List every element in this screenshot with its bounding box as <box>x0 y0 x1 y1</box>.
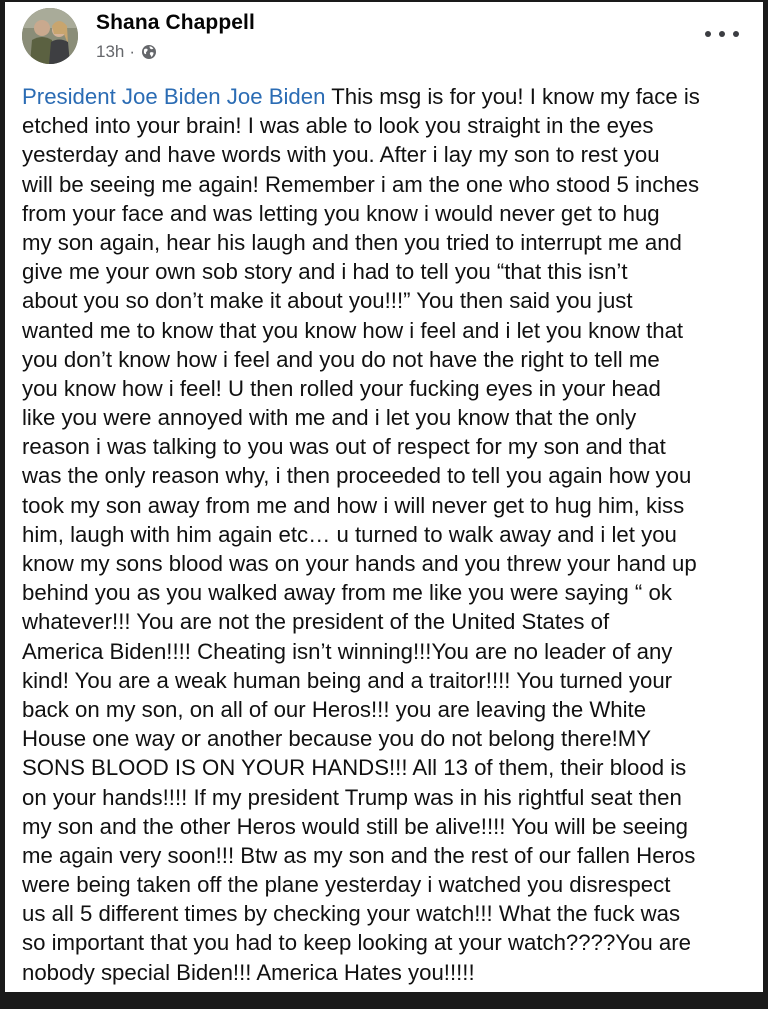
post-line: you know how i feel! U then rolled your fucking eyes in your head <box>22 375 661 401</box>
post-line: was the only reason why, i then proceeded to tell you again how you <box>22 463 692 489</box>
post-line: him, laugh with him again etc… u turned to walk away and i let you <box>22 521 677 547</box>
post-line: back on my son, on all of our Heros!!! you are leaving the White <box>22 696 647 722</box>
post-timestamp[interactable]: 13h <box>96 42 125 61</box>
post-line: nobody special Biden!!! America Hates you!!!!! <box>22 959 475 985</box>
post-line: you don’t know how i feel and you do not have the right to tell me <box>22 346 660 372</box>
post-line: my son and the other Heros would still be alive!!!! You will be seeing <box>22 813 689 839</box>
post-line: like you were annoyed with me and i let you know that the only <box>22 405 637 431</box>
post-line: my son again, hear his laugh and then you tried to interrupt me and <box>22 229 682 255</box>
post-line: kind! You are a weak human being and a traitor!!!! You turned your <box>22 667 673 693</box>
post-line <box>22 82 750 111</box>
post-line: were being taken off the plane yesterday i watched you disrespect <box>22 872 671 898</box>
post-line: so important that you had to keep looking at your watch????You are <box>22 930 691 956</box>
globe-icon[interactable] <box>141 44 157 60</box>
post-line: wanted me to know that you know how i feel and i let you know that <box>22 317 684 343</box>
post-line: give me your own sob story and i had to tell you “that this isn’t <box>22 259 628 285</box>
mention-link[interactable]: Joe Biden <box>226 84 326 109</box>
more-options-icon[interactable] <box>705 23 739 45</box>
post-header <box>17 5 757 71</box>
author-name[interactable]: Shana Chappell <box>96 11 255 34</box>
post-line: us all 5 different times by checking your watch!!! What the fuck was <box>22 901 681 927</box>
post-line: House one way or another because you do not belong there!MY <box>22 726 652 752</box>
mention-link[interactable]: President Joe Biden <box>22 84 221 109</box>
post-meta <box>96 42 157 62</box>
post-line: whatever!!! You are not the president of the United States of <box>22 609 610 635</box>
avatar[interactable] <box>22 8 78 64</box>
meta-separator: · <box>129 42 136 61</box>
post-text <box>22 82 750 987</box>
post-line: SONS BLOOD IS ON YOUR HANDS!!! All 13 of them, their blood is <box>22 755 687 781</box>
post-line: America Biden!!!! Cheating isn’t winning!!!You are no leader of any <box>22 638 673 664</box>
post-line: reason i was talking to you was out of respect for my son and that <box>22 434 666 460</box>
post-line: etched into your brain! I was able to look you straight in the eyes <box>22 113 654 139</box>
post-line: know my sons blood was on your hands and you threw your hand up <box>22 551 697 576</box>
post-line: yesterday and have words with you. After i lay my son to rest you <box>22 142 660 168</box>
post-line: on your hands!!!! If my president Trump was in his rightful seat then <box>22 784 682 810</box>
post-line-text: This msg is for you! I know my face is <box>325 84 700 109</box>
avatar-photo <box>22 8 78 64</box>
post-line: will be seeing me again! Remember i am the one who stood 5 inches <box>22 171 700 197</box>
post-line: about you so don’t make it about you!!!” You then said you just <box>22 288 633 314</box>
post-line: behind you as you walked away from me like you were saying “ ok <box>22 580 672 606</box>
post-line: from your face and was letting you know i would never get to hug <box>22 200 660 226</box>
post-line: me again very soon!!! Btw as my son and the rest of our fallen Heros <box>22 842 696 868</box>
post-line: took my son away from me and how i will never get to hug him, kiss <box>22 492 685 518</box>
